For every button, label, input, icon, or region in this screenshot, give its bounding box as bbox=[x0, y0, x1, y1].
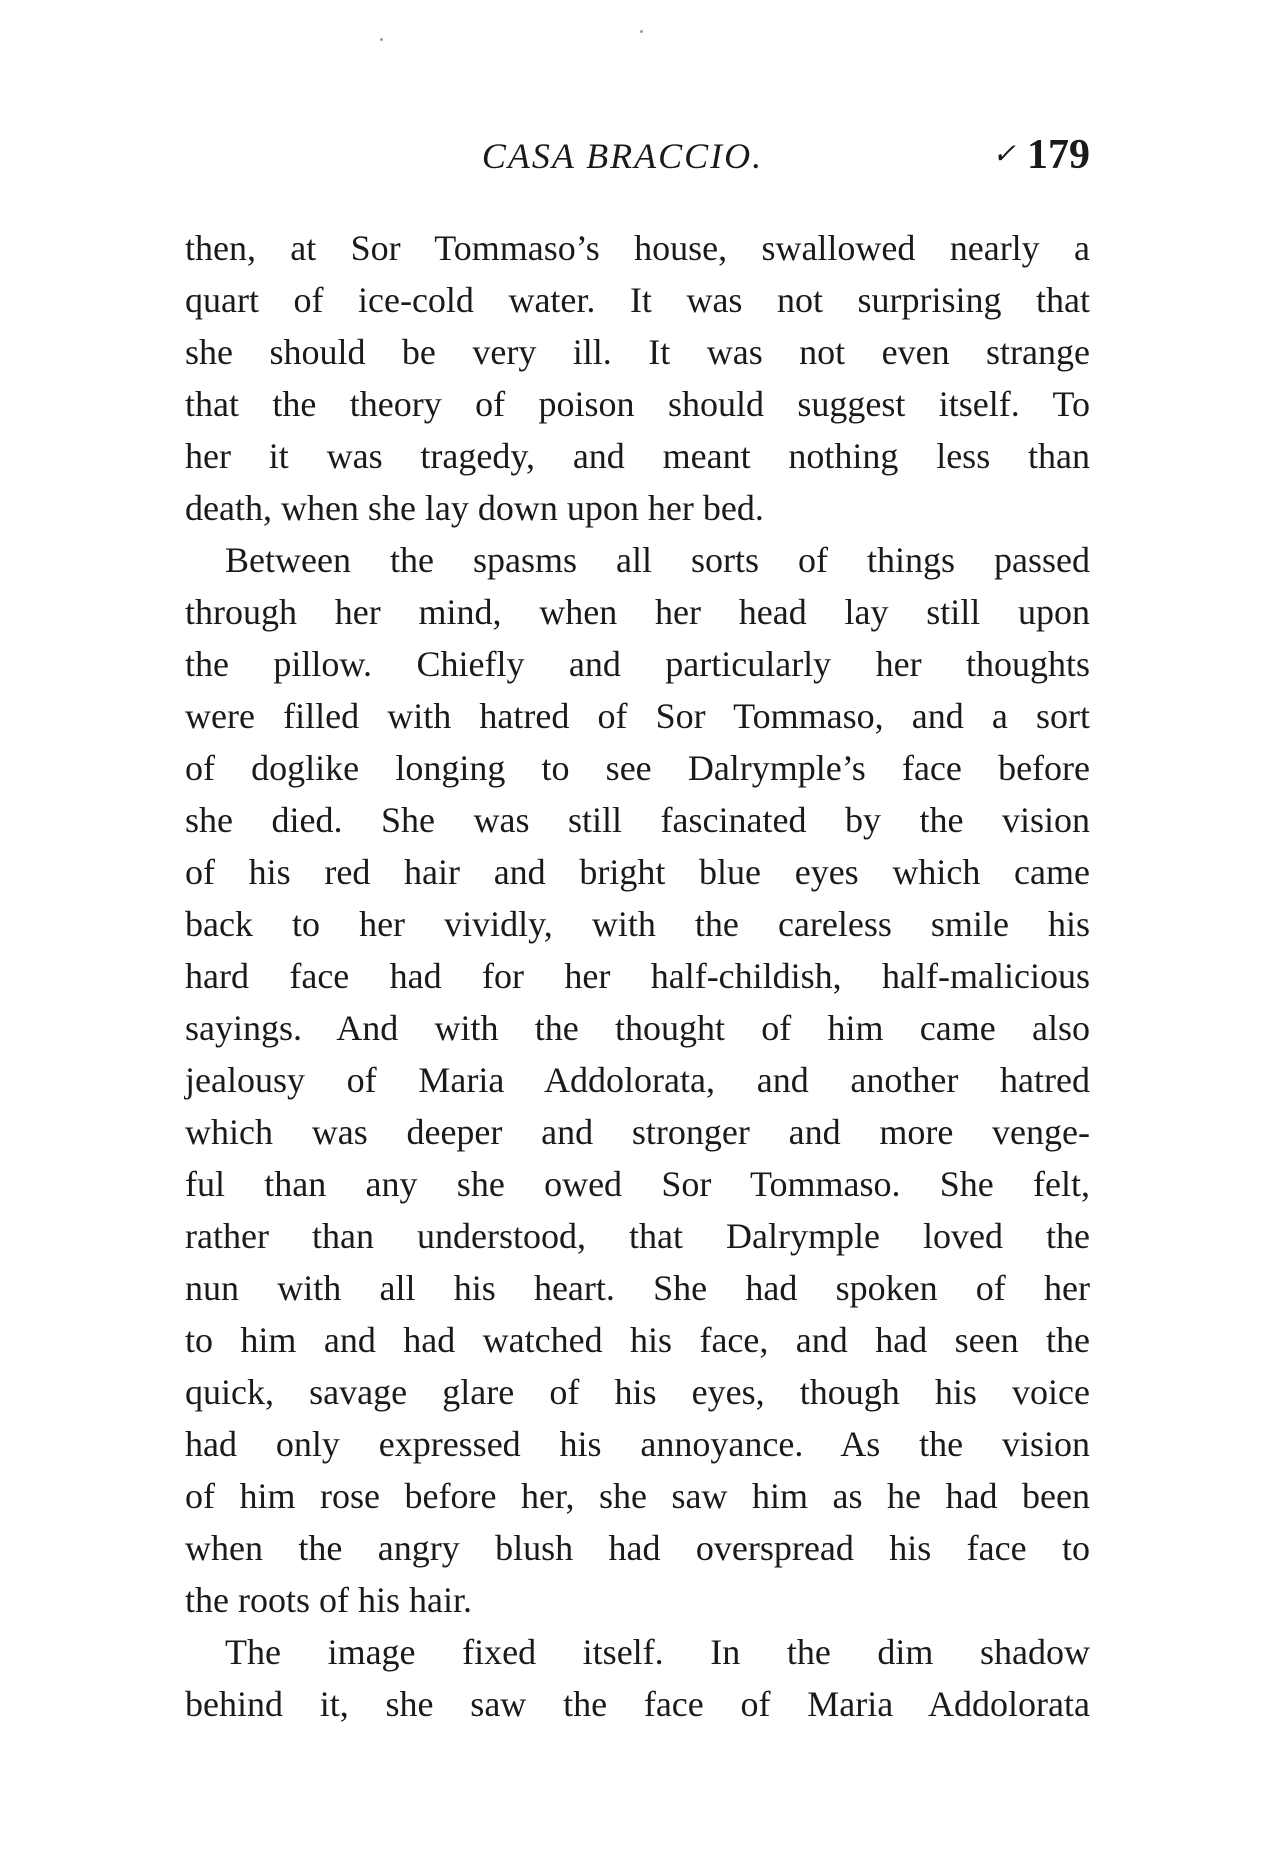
check-mark-icon: ✓ bbox=[992, 139, 1016, 170]
body-text bbox=[185, 222, 1090, 1730]
text-line: back to her vividly, with the careless smile his bbox=[185, 904, 1090, 944]
text-line: rather than understood, that Dalrymple loved the bbox=[185, 1216, 1090, 1256]
page-speck bbox=[640, 30, 643, 33]
page-speck bbox=[380, 38, 383, 41]
text-line: death, when she lay down upon her bed. bbox=[185, 488, 764, 528]
text-line: that the theory of poison should suggest itself. To bbox=[185, 384, 1090, 424]
text-line: to him and had watched his face, and had seen the bbox=[185, 1320, 1090, 1360]
text-line: the roots of his hair. bbox=[185, 1580, 472, 1620]
running-title: CASA BRACCIO. bbox=[481, 136, 764, 176]
text-line: she died. She was still fascinated by the vision bbox=[185, 800, 1090, 840]
text-line: when the angry blush had overspread his face to bbox=[185, 1528, 1090, 1568]
text-line: sayings. And with the thought of him came also bbox=[185, 1008, 1090, 1048]
text-line: ful than any she owed Sor Tommaso. She felt, bbox=[185, 1164, 1090, 1204]
text-line: of doglike longing to see Dalrymple’s face before bbox=[185, 748, 1090, 788]
text-line: Between the spasms all sorts of things passed bbox=[225, 540, 1090, 580]
text-line: through her mind, when her head lay still upon bbox=[185, 592, 1090, 632]
text-line: were filled with hatred of Sor Tommaso, and a sort bbox=[185, 696, 1090, 736]
text-line: nun with all his heart. She had spoken of her bbox=[185, 1268, 1090, 1308]
text-line: which was deeper and stronger and more venge- bbox=[185, 1112, 1090, 1152]
text-line: she should be very ill. It was not even strange bbox=[185, 332, 1090, 372]
text-line: had only expressed his annoyance. As the vision bbox=[185, 1424, 1090, 1464]
text-line: hard face had for her half-childish, half-malicious bbox=[185, 956, 1090, 996]
text-line: then, at Sor Tommaso’s house, swallowed nearly a bbox=[185, 228, 1090, 268]
text-line: quart of ice-cold water. It was not surprising that bbox=[185, 280, 1090, 320]
text-line: the pillow. Chiefly and particularly her thoughts bbox=[185, 644, 1090, 684]
text-line: jealousy of Maria Addolorata, and another hatred bbox=[185, 1060, 1090, 1100]
text-line: quick, savage glare of his eyes, though his voice bbox=[185, 1372, 1090, 1412]
text-line: of his red hair and bright blue eyes which came bbox=[185, 852, 1090, 892]
page-number: 179 bbox=[1027, 132, 1090, 178]
running-head bbox=[185, 132, 1090, 185]
text-line: her it was tragedy, and meant nothing less than bbox=[185, 436, 1090, 476]
text-line: of him rose before her, she saw him as he had been bbox=[185, 1476, 1090, 1516]
text-line: The image fixed itself. In the dim shadow bbox=[225, 1632, 1090, 1672]
text-line: behind it, she saw the face of Maria Addolorata bbox=[185, 1684, 1090, 1724]
